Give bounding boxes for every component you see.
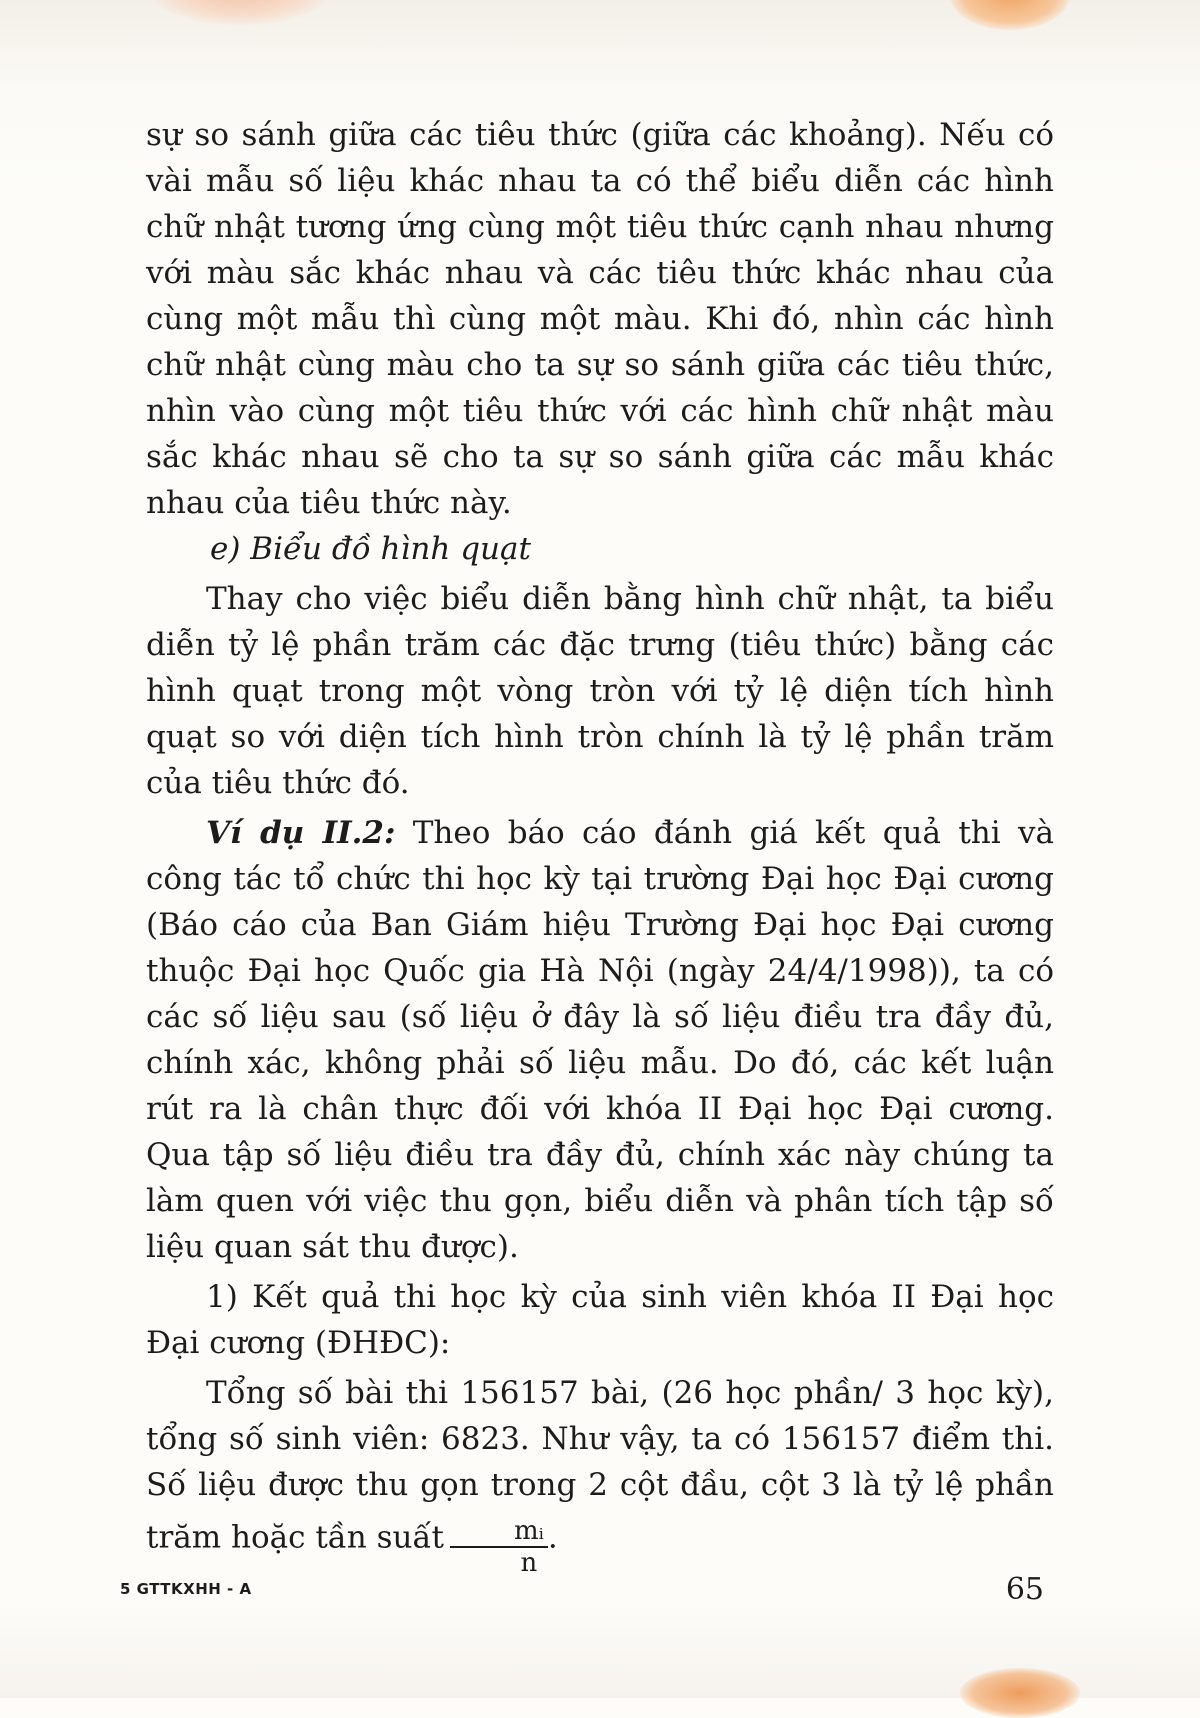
- paragraph-exam-results-heading: 1) Kết quả thi học kỳ của sinh viên khóa II Đại học Đại cương (ĐHĐC):: [146, 1279, 1054, 1361]
- paragraph-pie-chart-description: Thay cho việc biểu diễn bằng hình chữ nhật, ta biểu diễn tỷ lệ phần trăm các đặc trưng (tiêu thức) bằng các hình quạt trong một vòng tròn với tỷ lệ diện tích hình quạt so với diện tích hình tròn chính là tỷ lệ phần trăm của tiêu thức đó.: [146, 581, 1054, 801]
- finger-shadow-bottom-right: [960, 1668, 1080, 1718]
- frequency-fraction: [450, 1516, 548, 1578]
- example-label: Ví dụ II.2:: [206, 815, 396, 851]
- paragraph-example: [146, 810, 1054, 1270]
- example-text: Theo báo cáo đánh giá kết quả thi và công tác tổ chức thi học kỳ tại trường Đại học Đại cương (Báo cáo của Ban Giám hiệu Trường Đại học Đại cương thuộc Đại học Quốc gia Hà Nội (ngày 24/4/1998)), ta có các số liệu sau (số liệu ở đây là số liệu điều tra đầy đủ, chính xác, không phải số liệu mẫu. Do đó, các kết luận rút ra là chân thực đối với khóa II Đại học Đại cương. Qua tập số liệu điều tra đầy đủ, chính xác này chúng ta làm quen với việc thu gọn, biểu diễn và phân tích tập số liệu quan sát thu được).: [146, 815, 1054, 1265]
- finger-shadow-top-left: [150, 0, 330, 25]
- signature-code: 5 GTTKXHH - A: [120, 1580, 252, 1598]
- finger-shadow-top-right: [950, 0, 1070, 30]
- fraction-numerator: mᵢ: [450, 1516, 548, 1548]
- page-number: 65: [1005, 1572, 1044, 1607]
- fraction-denominator: n: [520, 1548, 538, 1578]
- paragraph-exam-totals: [146, 1370, 1054, 1578]
- sentence-end: .: [547, 1519, 558, 1556]
- section-heading-pie-chart: e) Biểu đồ hình quạt: [210, 531, 531, 567]
- paragraph-continuation: sự so sánh giữa các tiêu thức (giữa các khoảng). Nếu có vài mẫu số liệu khác nhau ta có thể biểu diễn các hình chữ nhật tương ứng cùng một tiêu thức cạnh nhau nhưng với màu sắc khác nhau và các tiêu thức khác nhau của cùng một mẫu thì cùng một màu. Khi đó, nhìn các hình chữ nhật cùng màu cho ta sự so sánh giữa các tiêu thức, nhìn vào cùng một tiêu thức với các hình chữ nhật màu sắc khác nhau sẽ cho ta sự so sánh giữa các mẫu khác nhau của tiêu thức này.: [146, 117, 1054, 521]
- exam-totals-text: Tổng số bài thi 156157 bài, (26 học phần/ 3 học kỳ), tổng số sinh viên: 6823. Như vậy, ta có 156157 điểm thi. Số liệu được thu gọn trong 2 cột đầu, cột 3 là tỷ lệ phần trăm hoặc tần suất: [146, 1375, 1054, 1556]
- page-body: [146, 112, 1054, 1578]
